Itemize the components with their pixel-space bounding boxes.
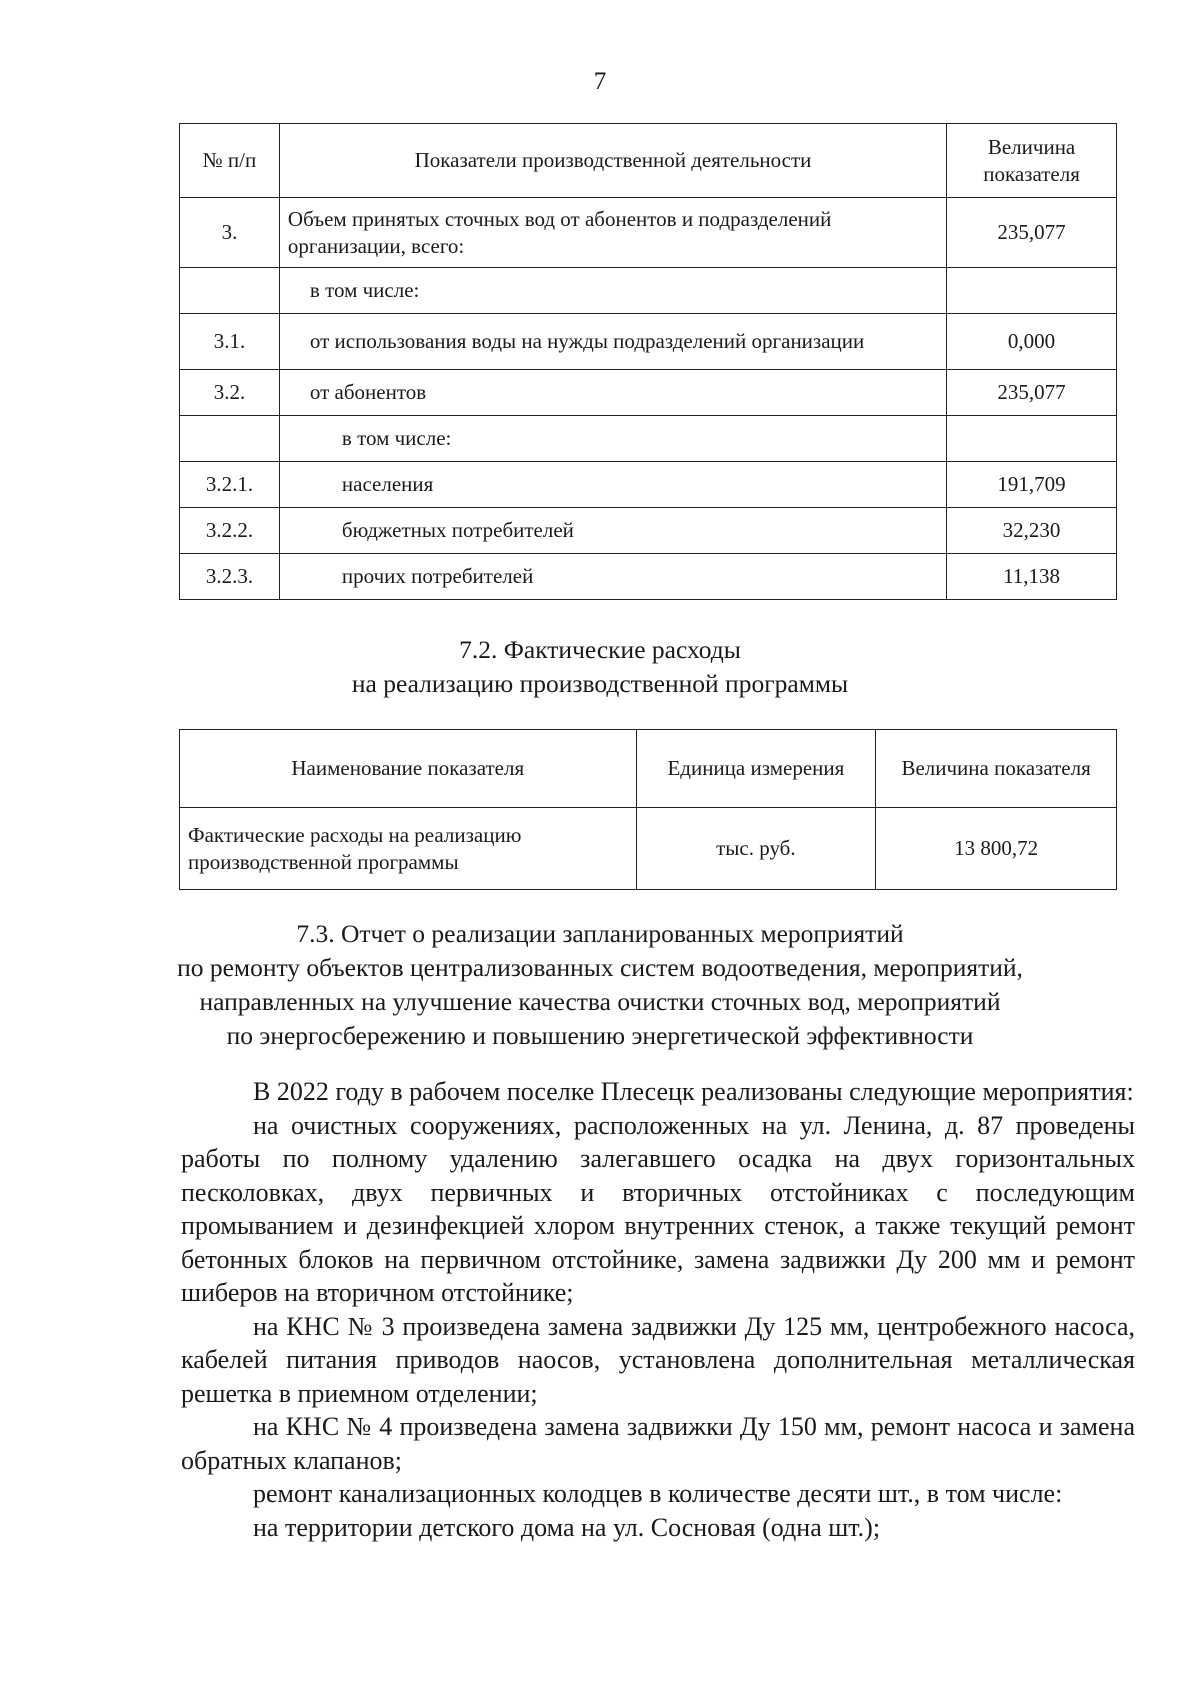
row-num: 3.2.3. [180,554,280,600]
header-unit: Единица измерения [636,730,876,808]
row-num: 3. [180,198,280,268]
header-name: Показатели производственной деятельности [279,124,946,198]
expenses-table [179,729,1117,890]
paragraph: на КНС № 4 произведена замена задвижки Ду 150 мм, ремонт насоса и замена обратных клапанов; [181,1412,1135,1475]
table-row [180,268,1117,314]
table-row [180,462,1117,508]
row-unit: тыс. руб. [636,808,876,890]
row-value: 0,000 [947,314,1117,370]
row-name-line2: производственной программы [188,849,459,874]
table-row [180,370,1117,416]
row-name: населения [279,462,946,508]
row-value: 13 800,72 [876,808,1117,890]
row-num [180,268,280,314]
paragraph: на КНС № 3 произведена замена задвижки Ду 125 мм, центробежного насоса, кабелей питания приводов наосов, установлена дополнительная металлическая решетка в приемном отделении; [181,1311,1135,1408]
row-value [947,268,1117,314]
row-value [947,416,1117,462]
heading-line: направленных на улучшение качества очистки сточных вод, мероприятий [199,987,1001,1016]
production-indicators-table [179,123,1117,600]
header-value [947,124,1117,198]
heading-line: на реализацию производственной программы [351,669,849,698]
row-value: 235,077 [947,198,1117,268]
header-value: Величина показателя [876,730,1117,808]
table-header-row [180,124,1117,198]
table-row [180,198,1117,268]
page-number: 7 [593,68,607,95]
row-name: в том числе: [279,268,946,314]
row-name-line1: Фактические расходы на реализацию [188,822,522,847]
row-num: 3.2.2. [180,508,280,554]
table-row [180,808,1117,890]
header-num: № п/п [180,124,280,198]
row-value: 191,709 [947,462,1117,508]
section-heading-7-3 [0,917,1200,1053]
table-row [180,554,1117,600]
row-name: бюджетных потребителей [279,508,946,554]
row-value: 235,077 [947,370,1117,416]
row-value: 32,230 [947,508,1117,554]
table-header-row [180,730,1117,808]
paragraph: В 2022 году в рабочем поселке Плесецк реализованы следующие мероприятия: [253,1077,1134,1106]
table-row [180,314,1117,370]
row-name: от использования воды на нужды подразделений организации [279,314,946,370]
row-num [180,416,280,462]
paragraph: на очистных сооружениях, расположенных на ул. Ленина, д. 87 проведены работы по полному удалению залегавшего осадка на двух горизонтальных песколовках, двух первичных и вторичных отстойниках с последующим промыванием и дезинфекцией хлором внутренних стенок, а также текущий ремонт бетонных блоков на первичном отстойнике, замена задвижки Ду 200 мм и ремонт шиберов на вторичном отстойнике; [181,1110,1135,1307]
row-name: прочих потребителей [279,554,946,600]
paragraph: ремонт канализационных колодцев в количестве десяти шт., в том числе: [253,1479,1063,1508]
row-name: в том числе: [279,416,946,462]
section-heading-7-2 [0,633,1200,701]
paragraph: на территории детского дома на ул. Сосновая (одна шт.); [253,1512,881,1542]
row-num: 3.2.1. [180,462,280,508]
heading-line: 7.3. Отчет о реализации запланированных мероприятий [296,919,904,948]
header-value-line2: показателя [983,161,1080,186]
body-text [181,1075,1135,1544]
row-name: Объем принятых сточных вод от абонентов и подразделений организации, всего: [279,198,946,268]
table-row [180,508,1117,554]
heading-line: 7.2. Фактические расходы [459,635,741,664]
table-row [180,416,1117,462]
row-num: 3.2. [180,370,280,416]
row-num: 3.1. [180,314,280,370]
header-name: Наименование показателя [180,730,637,808]
header-value-line1: Величина [987,134,1076,159]
row-name [180,808,637,890]
heading-line: по энергосбережению и повышению энергетической эффективности [226,1021,974,1050]
heading-line: по ремонту объектов централизованных систем водоотведения, мероприятий, [177,953,1023,982]
row-value: 11,138 [947,554,1117,600]
row-name: от абонентов [279,370,946,416]
